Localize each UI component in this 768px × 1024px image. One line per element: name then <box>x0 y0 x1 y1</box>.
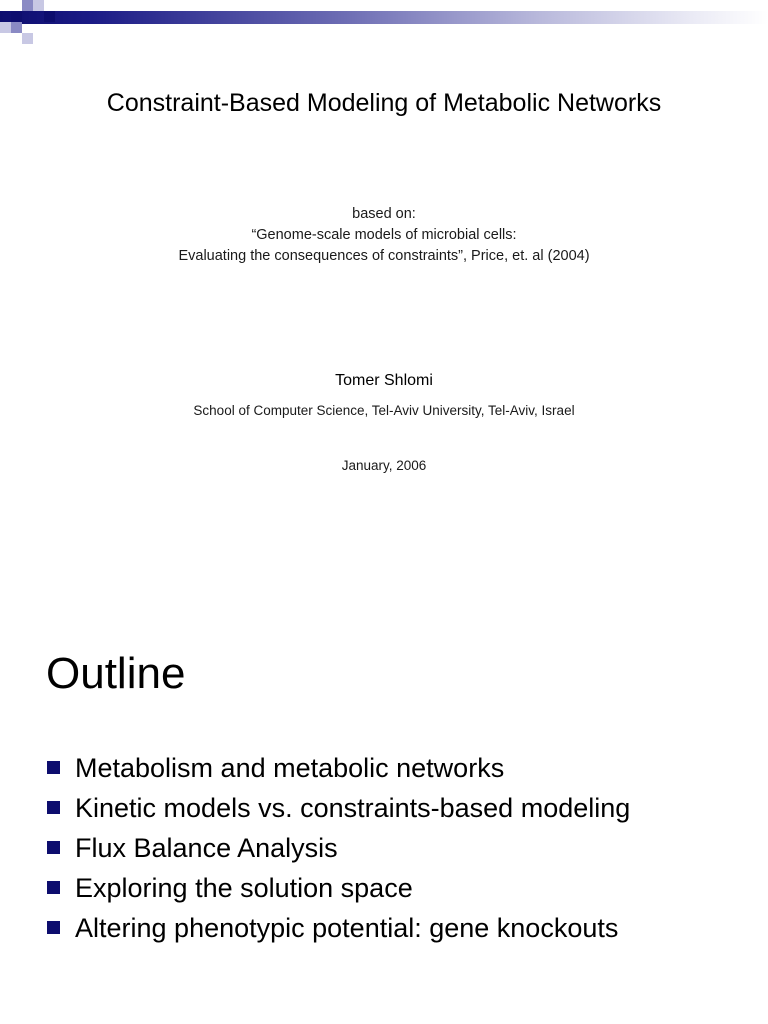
list-item-text: Altering phenotypic potential: gene knockouts <box>75 913 619 943</box>
list-item-text: Metabolism and metabolic networks <box>75 753 505 783</box>
list-item <box>47 868 630 908</box>
author-affiliation: School of Computer Science, Tel-Aviv University, Tel-Aviv, Israel <box>193 403 575 418</box>
slide-title: Constraint-Based Modeling of Metabolic Networks <box>106 89 662 117</box>
list-item <box>47 908 630 948</box>
decorative-squares-icon <box>0 0 60 48</box>
square-bullet-icon <box>47 921 60 934</box>
outline-slide <box>0 600 768 1024</box>
list-item <box>47 748 630 788</box>
list-item <box>47 788 630 828</box>
square-bullet-icon <box>47 881 60 894</box>
reference-line: based on: <box>352 206 416 222</box>
list-item-text: Exploring the solution space <box>75 873 413 903</box>
square-bullet-icon <box>47 801 60 814</box>
list-item-text: Flux Balance Analysis <box>75 833 338 863</box>
square-bullet-icon <box>47 761 60 774</box>
list-item <box>47 828 630 868</box>
outline-heading: Outline <box>46 649 186 698</box>
outline-bullet-list <box>47 748 630 948</box>
header-gradient-bar <box>0 11 768 24</box>
reference-block <box>0 204 768 267</box>
list-item-text: Kinetic models vs. constraints-based modeling <box>75 793 631 823</box>
square-bullet-icon <box>47 841 60 854</box>
reference-line: “Genome-scale models of microbial cells: <box>251 227 517 243</box>
reference-line: Evaluating the consequences of constraints”, Price, et. al (2004) <box>178 248 590 264</box>
author-name: Tomer Shlomi <box>335 372 433 389</box>
presentation-date: January, 2006 <box>341 458 427 473</box>
